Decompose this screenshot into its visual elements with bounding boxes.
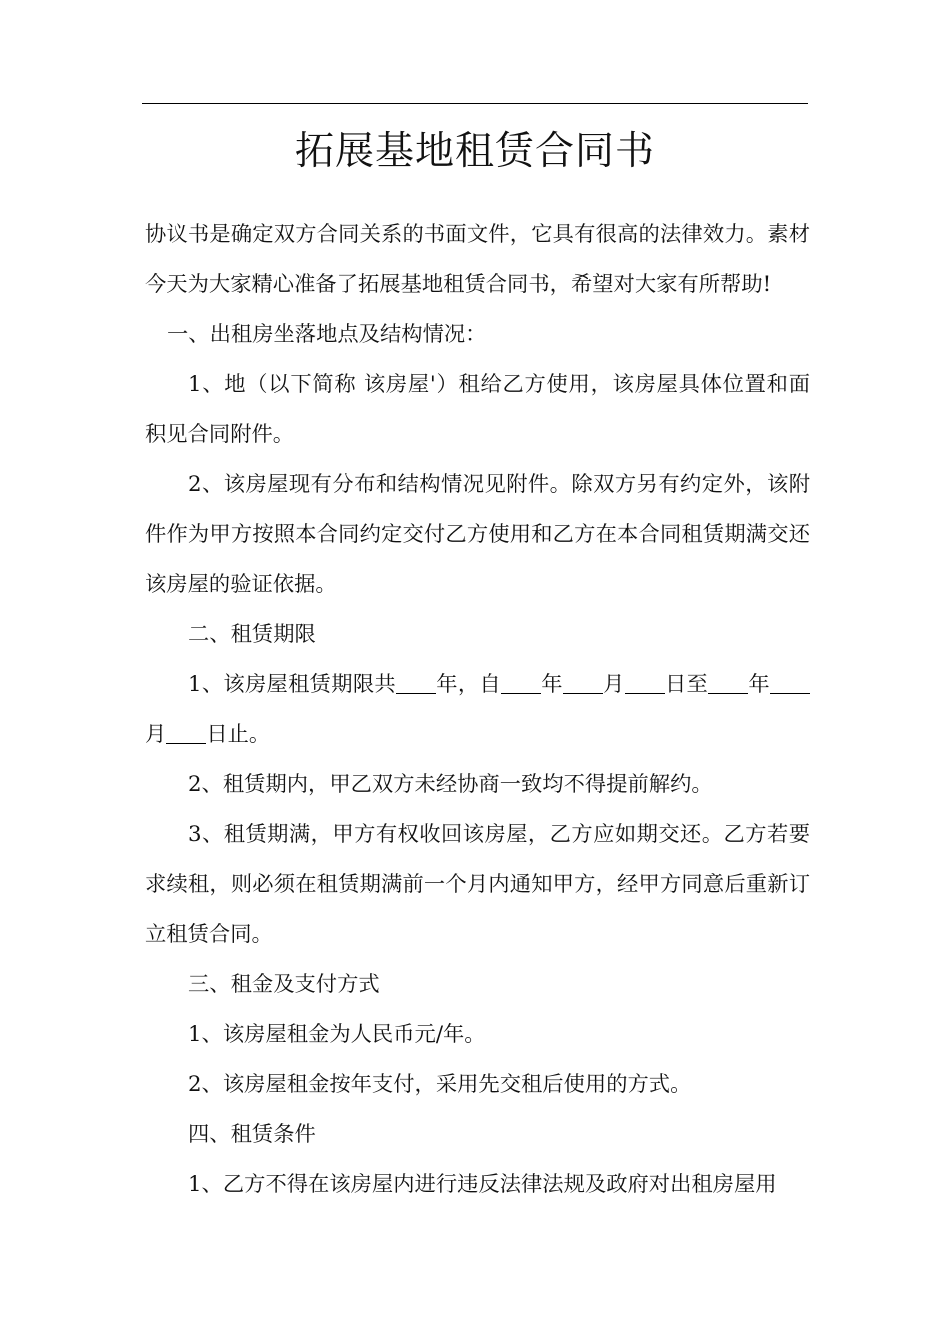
header-rule [142,103,808,104]
section-4-heading: 四、租赁条件 [188,1122,316,1147]
section-1-heading: 一、出租房坐落地点及结构情况： [167,322,487,347]
blank-start-month [563,672,603,694]
blank-start-year [501,672,541,694]
section-2-item-2: 2、租赁期内，甲乙双方未经协商一致均不得提前解约。 [188,772,713,797]
lease-term-text-c: 年 [540,672,563,697]
section-3-item-2: 2、该房屋租金按年支付，采用先交租后使用的方式。 [188,1072,692,1097]
lease-term-text-a: 1、该房屋租赁期限共 [188,672,396,697]
lease-term-text-f: 年 [748,672,770,697]
lease-term-text-d: 月 [602,672,625,697]
lease-term-text-e: 日至 [664,672,709,697]
section-2-heading: 二、租赁期限 [188,622,316,647]
section-2-item-1 [145,660,810,760]
section-3-item-1: 1、该房屋租金为人民币元/年。 [188,1022,486,1047]
lease-term-text-b: 年，自 [435,672,501,697]
blank-end-year [708,672,748,694]
lease-term-text-g: 月 [145,722,167,747]
blank-end-day [166,722,206,744]
section-4-item-1: 1、乙方不得在该房屋内进行违反法律法规及政府对出租房屋用 [188,1172,777,1197]
section-1-item-2: 2、该房屋现有分布和结构情况见附件。除双方另有约定外，该附件作为甲方按照本合同约定交付乙方使用和乙方在本合同租赁期满交还该房屋的验证依据。 [145,472,810,597]
intro-paragraph: 协议书是确定双方合同关系的书面文件，它具有很高的法律效力。素材今天为大家精心准备了拓展基地租赁合同书，希望对大家有所帮助! [145,222,810,297]
blank-start-day [625,672,665,694]
blank-years [396,672,436,694]
blank-end-month [770,672,810,694]
lease-term-text-h: 日止。 [206,722,271,747]
section-2-item-3: 3、租赁期满，甲方有权收回该房屋，乙方应如期交还。乙方若要求续租，则必须在租赁期满前一个月内通知甲方，经甲方同意后重新订立租赁合同。 [145,822,810,947]
section-3-heading: 三、租金及支付方式 [188,972,380,997]
document-title: 拓展基地租赁合同书 [294,129,655,174]
section-1-item-1: 1、地（以下简称 该房屋'）租给乙方使用，该房屋具体位置和面积见合同附件。 [145,372,810,447]
document-body [145,210,810,1210]
